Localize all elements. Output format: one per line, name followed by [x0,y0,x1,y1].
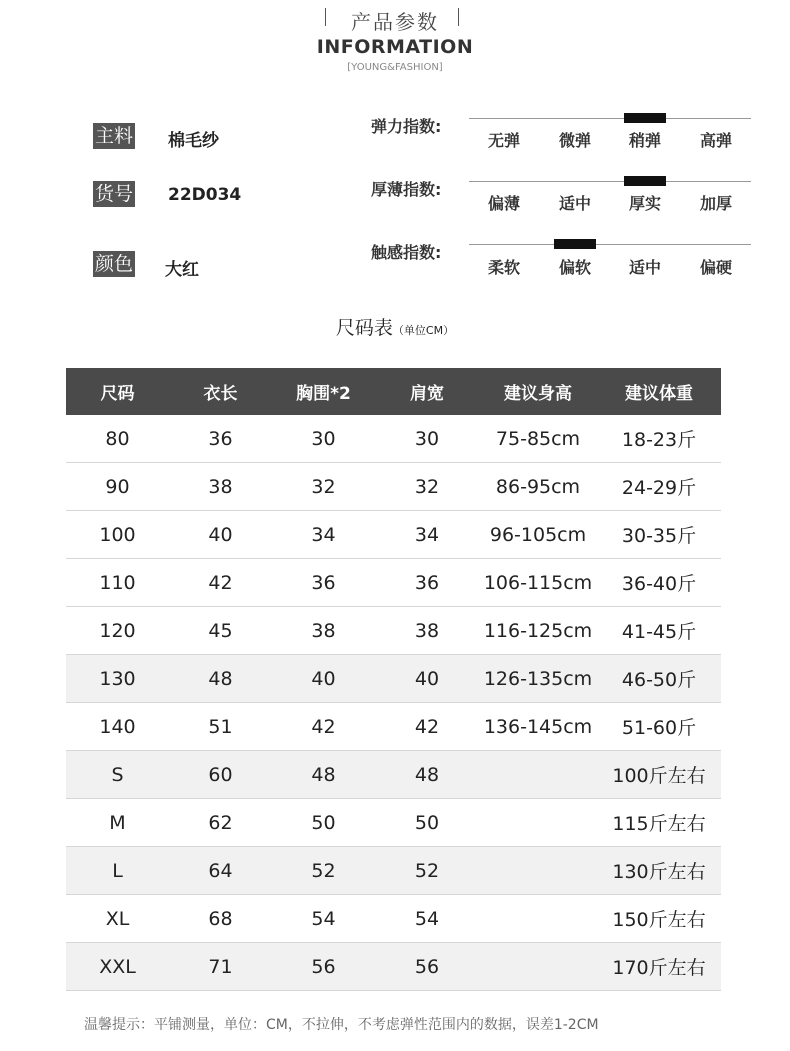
table-cell: 60 [169,751,272,799]
column-header: 尺码 [66,368,169,415]
table-cell: L [66,847,169,895]
table-row [66,895,721,943]
table-row [66,799,721,847]
table-cell: 38 [272,607,375,655]
table-cell: 54 [272,895,375,943]
material-value: 棉毛纱 [168,131,219,151]
table-cell: 52 [272,847,375,895]
table-cell: 30-35斤 [597,511,721,559]
color-value: 大红 [165,260,199,280]
table-cell: 110 [66,559,169,607]
header-subtitle: [YOUNG&FASHION] [347,62,443,73]
table-cell: 86-95cm [479,463,597,511]
table-cell: 51-60斤 [597,703,721,751]
size-table-body [66,415,721,991]
table-cell: 41-45斤 [597,607,721,655]
table-cell: 42 [272,703,375,751]
table-cell: 90 [66,463,169,511]
table-cell: 48 [169,655,272,703]
color-tag: 颜色 [95,253,134,275]
table-cell: 126-135cm [479,655,597,703]
table-cell: 50 [272,799,375,847]
table-cell: 170斤左右 [597,943,721,991]
table-cell: S [66,751,169,799]
thickness-option: 适中 [558,194,591,213]
size-table-header-row [66,368,721,415]
thickness-option: 偏薄 [487,194,520,213]
table-cell: 120 [66,607,169,655]
table-cell: 115斤左右 [597,799,721,847]
thickness-option-selected: 厚实 [628,194,661,213]
item-number-tag: 货号 [95,183,134,205]
table-cell: 68 [169,895,272,943]
table-cell: 30 [272,415,375,463]
table-cell: 38 [375,607,479,655]
touch-option: 适中 [628,258,661,277]
column-header: 胸围*2 [272,368,375,415]
table-row [66,607,721,655]
header-title-cn: 产品参数 [351,10,439,34]
table-cell: 136-145cm [479,703,597,751]
elasticity-selected-marker [624,113,666,123]
size-table-title [0,313,790,340]
table-cell: 42 [375,703,479,751]
footer-note: 温馨提示：平铺测量，单位：CM，不拉伸，不考虑弹性范围内的数据，误差1-2CM [84,1017,599,1033]
table-cell: 100斤左右 [597,751,721,799]
table-cell: 150斤左右 [597,895,721,943]
table-cell: 106-115cm [479,559,597,607]
column-header: 肩宽 [375,368,479,415]
table-cell: 130斤左右 [597,847,721,895]
table-row [66,943,721,991]
elasticity-label: 弹力指数: [371,117,442,136]
thickness-selected-marker [624,176,666,186]
table-cell: 32 [272,463,375,511]
header-title-en: INFORMATION [316,36,474,58]
table-row [66,463,721,511]
table-cell [479,895,597,943]
table-cell: XXL [66,943,169,991]
table-row [66,655,721,703]
table-cell: 71 [169,943,272,991]
table-cell: 52 [375,847,479,895]
table-cell: 50 [375,799,479,847]
table-cell: 130 [66,655,169,703]
table-cell: 32 [375,463,479,511]
table-cell: 75-85cm [479,415,597,463]
table-cell [479,751,597,799]
size-table-unit: （单位CM） [392,324,455,337]
table-cell: 64 [169,847,272,895]
table-cell: 45 [169,607,272,655]
size-table-title-text: 尺码表 [335,317,393,339]
table-cell: 48 [272,751,375,799]
table-cell: 30 [375,415,479,463]
table-cell: 24-29斤 [597,463,721,511]
elasticity-option: 微弹 [558,131,591,150]
table-cell: XL [66,895,169,943]
table-row [66,511,721,559]
table-cell: 18-23斤 [597,415,721,463]
table-cell: 116-125cm [479,607,597,655]
table-row [66,751,721,799]
table-cell: 54 [375,895,479,943]
thickness-label: 厚薄指数: [371,180,442,199]
table-cell [479,943,597,991]
column-header: 衣长 [169,368,272,415]
table-cell: 36-40斤 [597,559,721,607]
item-number-value: 22D034 [168,185,242,205]
table-cell: 40 [375,655,479,703]
table-row [66,847,721,895]
table-cell: 42 [169,559,272,607]
header-divider-right [458,8,459,26]
table-cell: 140 [66,703,169,751]
table-cell: 36 [375,559,479,607]
touch-option: 柔软 [487,258,520,277]
table-cell: 46-50斤 [597,655,721,703]
table-cell: 34 [375,511,479,559]
thickness-scale-line [469,181,751,182]
table-cell [479,799,597,847]
table-cell: 40 [169,511,272,559]
table-row [66,415,721,463]
table-cell: 56 [375,943,479,991]
table-cell: 96-105cm [479,511,597,559]
table-cell: 100 [66,511,169,559]
elasticity-option-selected: 稍弹 [628,131,661,150]
touch-option: 偏硬 [699,258,732,277]
table-row [66,559,721,607]
touch-option-selected: 偏软 [558,258,591,277]
material-tag: 主料 [95,125,134,147]
table-cell: 34 [272,511,375,559]
table-cell: 48 [375,751,479,799]
table-cell: 80 [66,415,169,463]
table-cell: 38 [169,463,272,511]
elasticity-option: 无弹 [487,131,520,150]
elasticity-option: 高弹 [699,131,732,150]
table-cell: 36 [169,415,272,463]
table-row [66,703,721,751]
column-header: 建议体重 [597,368,721,415]
table-cell [479,847,597,895]
column-header: 建议身高 [479,368,597,415]
table-cell: 62 [169,799,272,847]
size-table [66,368,721,991]
table-cell: M [66,799,169,847]
touch-selected-marker [554,239,596,249]
table-cell: 40 [272,655,375,703]
touch-scale-line [469,244,751,245]
touch-label: 触感指数: [371,243,442,262]
table-cell: 51 [169,703,272,751]
table-cell: 36 [272,559,375,607]
elasticity-scale-line [469,118,751,119]
table-cell: 56 [272,943,375,991]
thickness-option: 加厚 [699,194,732,213]
